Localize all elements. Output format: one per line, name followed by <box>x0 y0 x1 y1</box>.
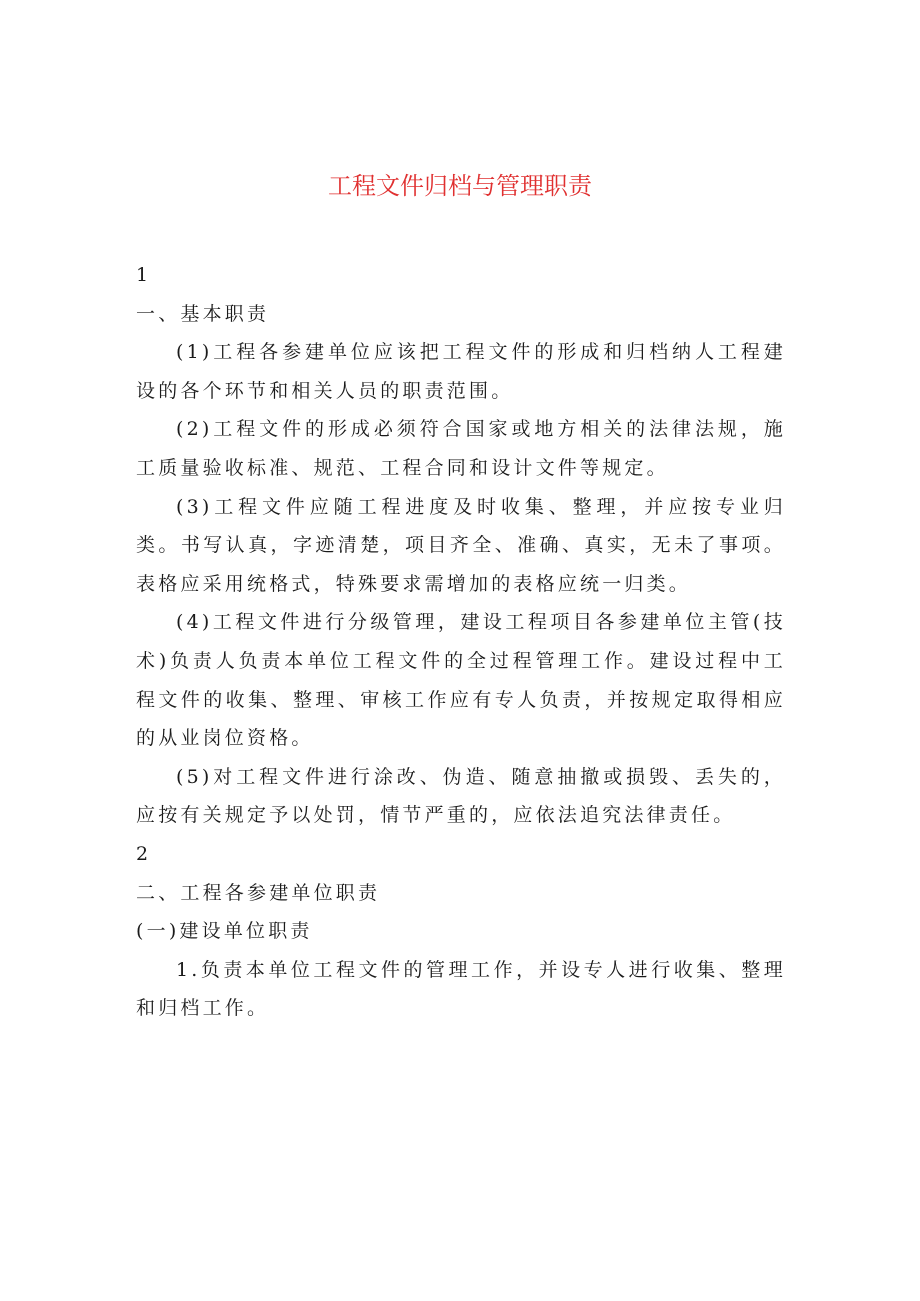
paragraph: (2)工程文件的形成必须符合国家或地方相关的法律法规，施工质量验收标准、规范、工程合同和设计文件等规定。 <box>136 418 786 479</box>
section-number: 1 <box>136 264 149 286</box>
document-title: 工程文件归档与管理职责 <box>328 172 592 200</box>
paragraph: (1)工程各参建单位应该把工程文件的形成和归档纳人工程建设的各个环节和相关人员的职责范围。 <box>136 341 786 402</box>
document-body <box>136 256 786 1028</box>
section-heading: 二、工程各参建单位职责 <box>136 881 381 904</box>
paragraph: (3)工程文件应随工程进度及时收集、整理，并应按专业归类。书写认真，字迹清楚，项目齐全、准确、真实，无未了事项。表格应采用统格式，特殊要求需增加的表格应统一归类。 <box>136 495 786 595</box>
paragraph: 1.负责本单位工程文件的管理工作，并设专人进行收集、整理和归档工作。 <box>136 958 786 1020</box>
paragraph: (4)工程文件进行分级管理，建设工程项目各参建单位主管(技术)负责人负责本单位工程文件的全过程管理工作。建设过程中工程文件的收集、整理、审核工作应有专人负责，并按规定取得相应的从业岗位资格。 <box>136 611 786 750</box>
section-heading: 一、基本职责 <box>136 302 270 325</box>
section-number: 2 <box>136 842 149 865</box>
subsection-heading: (一)建设单位职责 <box>136 920 313 943</box>
paragraph: (5)对工程文件进行涂改、伪造、随意抽撤或损毁、丢失的，应按有关规定予以处罚，情节严重的，应依法追究法律责任。 <box>136 765 786 827</box>
